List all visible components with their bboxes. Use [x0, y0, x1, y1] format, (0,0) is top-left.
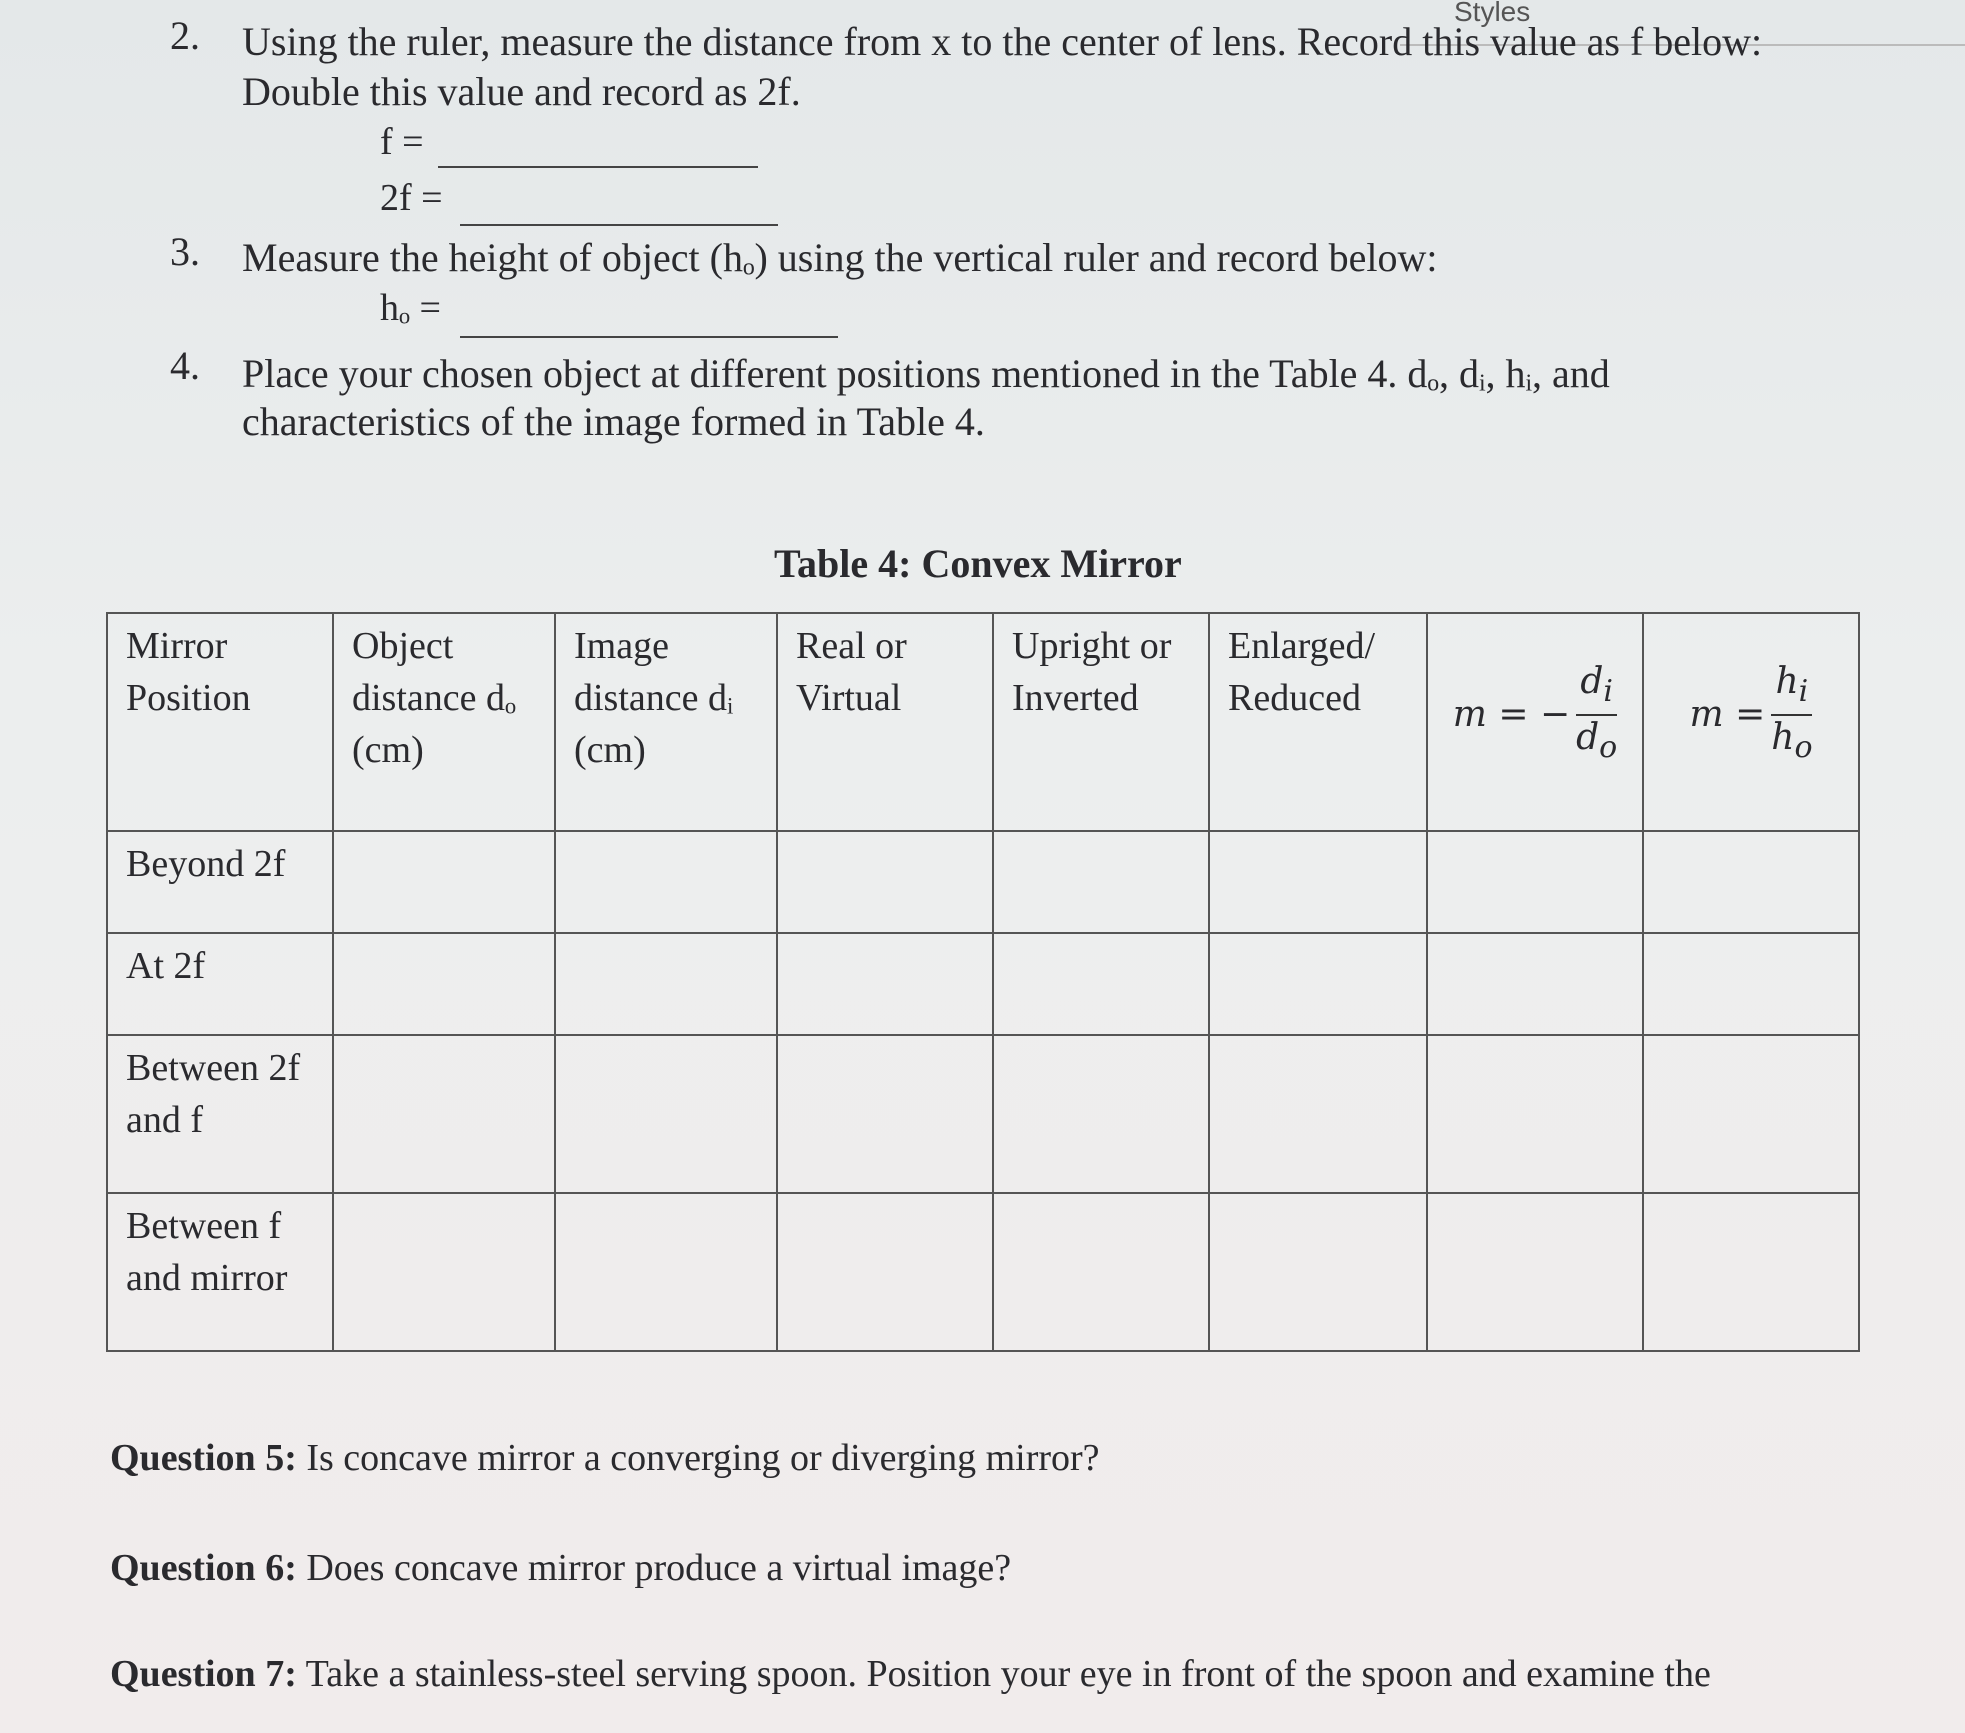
table-cell[interactable]	[1643, 831, 1859, 933]
f-label: f =	[380, 121, 424, 163]
f-blank[interactable]	[438, 166, 758, 168]
table-cell[interactable]	[993, 1193, 1209, 1351]
ho-blank[interactable]	[460, 336, 838, 338]
step-3-line-1: Measure the height of object (hₒ) using the vertical ruler and record below:	[242, 235, 1438, 280]
question-5	[110, 1436, 1100, 1480]
table-cell[interactable]	[1643, 1193, 1859, 1351]
question-6-text: Does concave mirror produce a virtual image?	[296, 1547, 1012, 1589]
m2-numerator-sub: i	[1798, 674, 1809, 709]
step-4-number: 4.	[170, 343, 200, 388]
header-upright-inverted: Upright or Inverted	[993, 613, 1209, 831]
m1-denominator: d	[1576, 717, 1600, 758]
header-mirror-position: Mirror Position	[107, 613, 333, 831]
header-magnification-height	[1643, 613, 1859, 831]
table-cell[interactable]	[1427, 1193, 1643, 1351]
table-cell[interactable]	[333, 1193, 555, 1351]
ho-label: hₒ =	[380, 287, 441, 329]
table-row	[107, 831, 1859, 933]
header-enlarged-reduced: Enlarged/ Reduced	[1209, 613, 1427, 831]
table-cell[interactable]	[1643, 933, 1859, 1035]
table-cell[interactable]	[1427, 933, 1643, 1035]
row-label-between-2f-and-f: Between 2f and f	[107, 1035, 333, 1193]
header-real-virtual: Real or Virtual	[777, 613, 993, 831]
m2-lhs: m =	[1689, 694, 1766, 735]
step-3-number: 3.	[170, 229, 200, 274]
header-magnification-distance	[1427, 613, 1643, 831]
m2-denominator: h	[1771, 717, 1795, 758]
m2-numerator: h	[1775, 660, 1799, 702]
row-label-beyond-2f: Beyond 2f	[107, 831, 333, 933]
table-cell[interactable]	[1643, 1035, 1859, 1193]
table-cell[interactable]	[777, 1193, 993, 1351]
m2-denominator-sub: o	[1794, 730, 1813, 766]
m1-denominator-sub: o	[1599, 730, 1618, 766]
question-6-label: Question 6:	[110, 1547, 297, 1589]
table-cell[interactable]	[1427, 831, 1643, 933]
m1-lhs: m = −	[1452, 694, 1571, 735]
step-2-number: 2.	[170, 13, 200, 58]
question-5-text: Is concave mirror a converging or diverging mirror?	[296, 1437, 1100, 1479]
question-6	[110, 1546, 1011, 1590]
table-row	[107, 933, 1859, 1035]
table-cell[interactable]	[555, 831, 777, 933]
question-5-label: Question 5:	[110, 1437, 297, 1479]
2f-label: 2f =	[380, 177, 443, 219]
table-cell[interactable]	[1209, 933, 1427, 1035]
table-cell[interactable]	[1209, 1035, 1427, 1193]
table-row	[107, 1035, 1859, 1193]
table-cell[interactable]	[555, 933, 777, 1035]
table-cell[interactable]	[333, 1035, 555, 1193]
table-cell[interactable]	[777, 1035, 993, 1193]
step-4-line-1: Place your chosen object at different positions mentioned in the Table 4. dₒ, dᵢ, hᵢ, and	[242, 351, 1610, 396]
table-caption: Table 4: Convex Mirror	[774, 541, 1182, 586]
convex-mirror-table	[106, 612, 1860, 1352]
table-header-row	[107, 613, 1859, 831]
table-cell[interactable]	[777, 933, 993, 1035]
m1-numerator: d	[1580, 660, 1604, 702]
table-cell[interactable]	[993, 933, 1209, 1035]
table-cell[interactable]	[993, 1035, 1209, 1193]
step-2-line-2: Double this value and record as 2f.	[242, 69, 801, 114]
row-label-at-2f: At 2f	[107, 933, 333, 1035]
table-cell[interactable]	[333, 933, 555, 1035]
step-4-line-2: characteristics of the image formed in Table 4.	[242, 399, 985, 444]
table-cell[interactable]	[333, 831, 555, 933]
question-7-label: Question 7:	[110, 1653, 297, 1695]
table-cell[interactable]	[1209, 1193, 1427, 1351]
m1-numerator-sub: i	[1603, 674, 1613, 709]
table-cell[interactable]	[1209, 831, 1427, 933]
styles-label[interactable]: Styles	[1454, 0, 1531, 27]
table-row	[107, 1193, 1859, 1351]
step-2-line-1: Using the ruler, measure the distance from x to the center of lens. Record this value as f below:	[242, 19, 1763, 64]
header-image-distance: Image distance dᵢ (cm)	[555, 613, 777, 831]
question-7-text: Take a stainless-steel serving spoon. Position your eye in front of the spoon and examine the	[296, 1653, 1711, 1695]
2f-blank[interactable]	[460, 224, 778, 226]
header-object-distance: Object distance dₒ (cm)	[333, 613, 555, 831]
question-7	[110, 1652, 1711, 1696]
table-cell[interactable]	[777, 831, 993, 933]
table-cell[interactable]	[1427, 1035, 1643, 1193]
table-cell[interactable]	[555, 1035, 777, 1193]
row-label-between-f-and-mirror: Between f and mirror	[107, 1193, 333, 1351]
table-cell[interactable]	[993, 831, 1209, 933]
table-cell[interactable]	[555, 1193, 777, 1351]
